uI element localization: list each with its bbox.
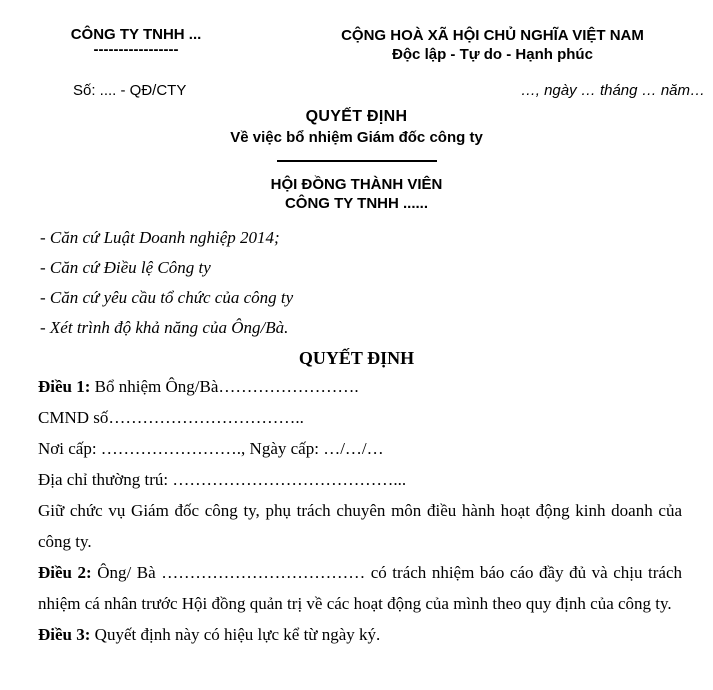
article-label: Điều 3: — [38, 625, 91, 644]
article-text: Giữ chức vụ Giám đốc công ty, phụ trách chuyên môn điều hành hoạt động kinh doanh của công ty. — [38, 501, 682, 551]
article-paragraph — [38, 402, 682, 433]
document-subtitle: Về việc bổ nhiệm Giám đốc công ty — [230, 129, 483, 146]
document-meta-row — [0, 64, 713, 99]
national-motto-line1: CỘNG HOÀ XÃ HỘI CHỦ NGHĨA VIỆT NAM — [341, 27, 644, 44]
recital-line: - Căn cứ Điều lệ Công ty — [40, 258, 211, 277]
company-name: CÔNG TY TNHH ... — [70, 26, 202, 43]
national-motto-line2: Độc lập - Tự do - Hạnh phúc — [392, 46, 593, 63]
article-label: Điều 2: — [38, 563, 92, 582]
article-text: Ông/ Bà ……………………………… có trách nhiệm báo cáo đầy đủ và chịu trách nhiệm cá nhân trước Hội đồng quản trị về các hoạt động của mình theo quy định của công ty. — [38, 563, 683, 613]
article-paragraph — [38, 464, 682, 495]
document-date-line: …, ngày … tháng … năm… — [520, 82, 705, 99]
article-text: Bổ nhiệm Ông/Bà……………………. — [94, 377, 359, 396]
article-paragraph — [38, 433, 682, 464]
recital-line: - Xét trình độ khả năng của Ông/Bà. — [40, 318, 289, 337]
title-divider — [277, 160, 437, 162]
recital-line: - Căn cứ Luật Doanh nghiệp 2014; — [40, 228, 280, 247]
article-paragraph — [38, 495, 682, 557]
document-header — [0, 0, 713, 64]
company-underline: ----------------- — [93, 41, 179, 58]
article-label: Điều 1: — [38, 377, 91, 396]
article-paragraph — [38, 557, 682, 619]
decision-heading: QUYẾT ĐỊNH — [298, 348, 415, 368]
article-text: CMND số…………………………….. — [38, 408, 304, 427]
document-number: Số: .... - QĐ/CTY — [73, 82, 187, 99]
article-paragraph — [38, 619, 682, 650]
company-block — [0, 26, 272, 64]
issuer-line-1: HỘI ĐỒNG THÀNH VIÊN — [270, 176, 443, 193]
article-text: Địa chỉ thường trú: …………………………………... — [38, 470, 407, 489]
article-text: Quyết định này có hiệu lực kể từ ngày ký. — [94, 625, 381, 644]
recitals-list — [40, 223, 683, 343]
article-paragraph — [38, 371, 682, 402]
article-text: Nơi cấp: ……………………., Ngày cấp: …/…/… — [38, 439, 384, 458]
document-title: QUYẾT ĐỊNH — [305, 108, 408, 125]
recital-line: - Căn cứ yêu cầu tổ chức của công ty — [40, 288, 294, 307]
issuer-line-2: CÔNG TY TNHH ...... — [284, 195, 429, 212]
articles-body — [38, 371, 682, 650]
national-motto-block — [272, 26, 713, 64]
title-block — [0, 107, 713, 213]
